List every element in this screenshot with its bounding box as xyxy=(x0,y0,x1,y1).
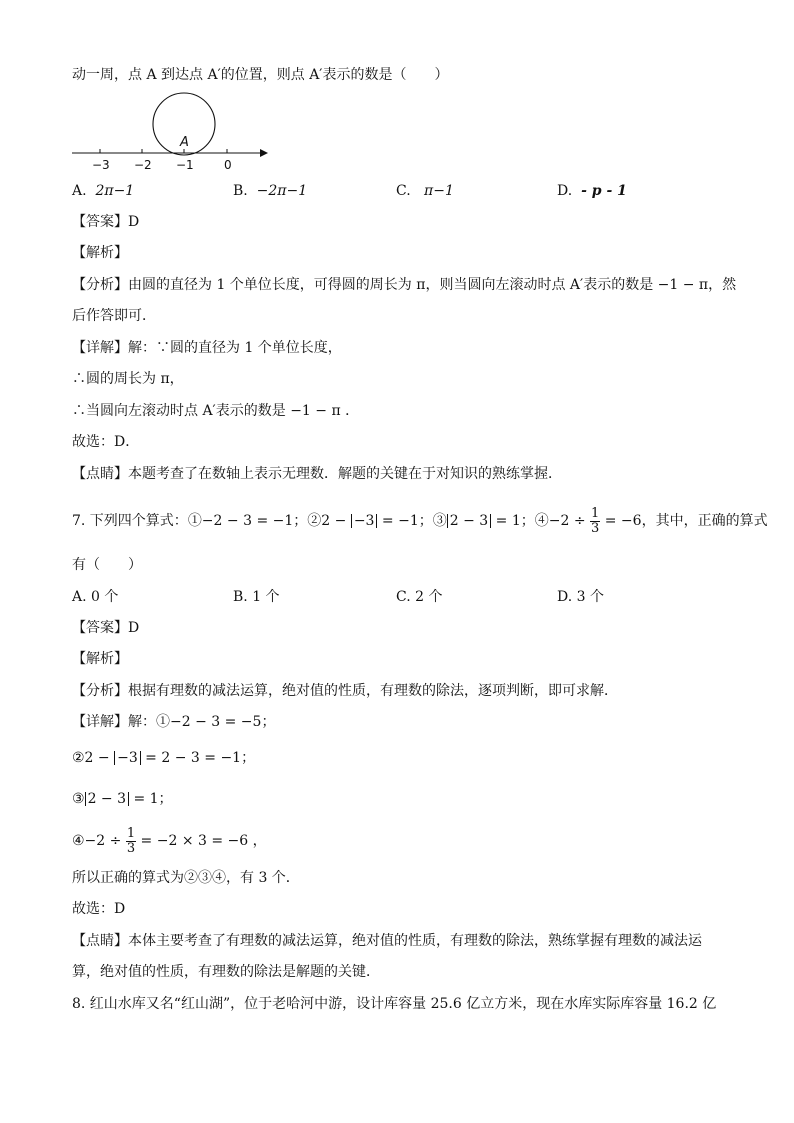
q6-xiangjie: 【详解】解：∵圆的直径为 1 个单位长度， xyxy=(72,340,342,356)
q7-option-d: D. 3 个 xyxy=(557,589,604,605)
fraction-one-third: $\frac{1}{3}$ xyxy=(126,825,136,856)
q6-dianjing: 【点睛】本题考查了在数轴上表示无理数．解题的关键在于对知识的熟练掌握． xyxy=(72,466,562,482)
point-a-label: A xyxy=(180,135,189,150)
q7-xiangjie: 【详解】解：①−2 − 3 = −5； xyxy=(72,714,276,730)
q8-stem: 8. 红山水库又名“红山湖”，位于老哈河中游，设计库容量 25.6 亿立方米，现在水库实际库容量 16.2 亿 xyxy=(72,996,717,1012)
q7-conclusion: 所以正确的算式为②③④，有 3 个． xyxy=(72,870,300,886)
q6-answer: 【答案】D xyxy=(72,214,140,230)
fraction-one-third: $\frac{1}{3}$ xyxy=(591,505,600,536)
q6-fenxi-line2: 后作答即可． xyxy=(72,308,156,324)
q7-step2: ②2 − −3 = 2 − 3 = −1； xyxy=(72,750,256,766)
q6-option-c: C. π−1 xyxy=(396,183,454,199)
q7-dianjing-line2: 算，绝对值的性质，有理数的除法是解题的关键． xyxy=(72,964,380,980)
tick-label: −3 xyxy=(92,158,110,172)
q7-stem-end: 有（ ） xyxy=(72,557,142,573)
tick-label: 0 xyxy=(224,158,232,172)
q7-option-b: B. 1 个 xyxy=(233,589,280,605)
q7-choose: 故选：D xyxy=(72,901,126,917)
q6-step2: ∴当圆向左滚动时点 A′表示的数是 −1 − π ． xyxy=(72,403,360,419)
q7-analysis-tag: 【解析】 xyxy=(72,651,128,667)
q7-fenxi: 【分析】根据有理数的减法运算，绝对值的性质，有理数的除法，逐项判断，即可求解． xyxy=(72,683,618,699)
q7-option-a: A. 0 个 xyxy=(72,589,119,605)
tick-label: −1 xyxy=(176,158,194,172)
q6-option-d: D. - p - 1 xyxy=(557,183,627,199)
q7-answer: 【答案】D xyxy=(72,620,140,636)
q6-stem: 动一周，点 A 到达点 A′的位置，则点 A′表示的数是（ ） xyxy=(72,67,449,83)
q7-step3: ③ 2 − 3 = 1； xyxy=(72,791,173,807)
q6-fenxi-line1: 【分析】由圆的直径为 1 个单位长度，可得圆的周长为 π，则当圆向左滚动时点 A′表示的数是 −1 − π，然 xyxy=(72,277,737,293)
tick-label: −2 xyxy=(134,158,152,172)
axis-arrow-icon xyxy=(260,149,268,157)
q7-dianjing-line1: 【点睛】本体主要考查了有理数的减法运算，绝对值的性质，有理数的除法，熟练掌握有理数的减法运 xyxy=(72,933,702,949)
q7-option-c: C. 2 个 xyxy=(396,589,443,605)
q6-option-a: A. 2π−1 xyxy=(72,183,135,199)
number-line-figure xyxy=(64,90,274,176)
q6-choose: 故选：D． xyxy=(72,434,140,450)
q6-step1: ∴圆的周长为 π， xyxy=(72,371,184,387)
q7-step4: ④−2 ÷ $\frac{1}{3}$ = −2 × 3 = −6 ， xyxy=(72,825,267,856)
q6-option-b: B. −2π−1 xyxy=(233,183,308,199)
q6-analysis-tag: 【解析】 xyxy=(72,245,128,261)
q7-stem: 7. 下列四个算式：①−2 − 3 = −1；②2 − −3 = −1；③ 2 − 3 = 1；④−2 ÷ $\frac{1}{3}$ = −6，其中，正确的算式 xyxy=(72,505,768,536)
